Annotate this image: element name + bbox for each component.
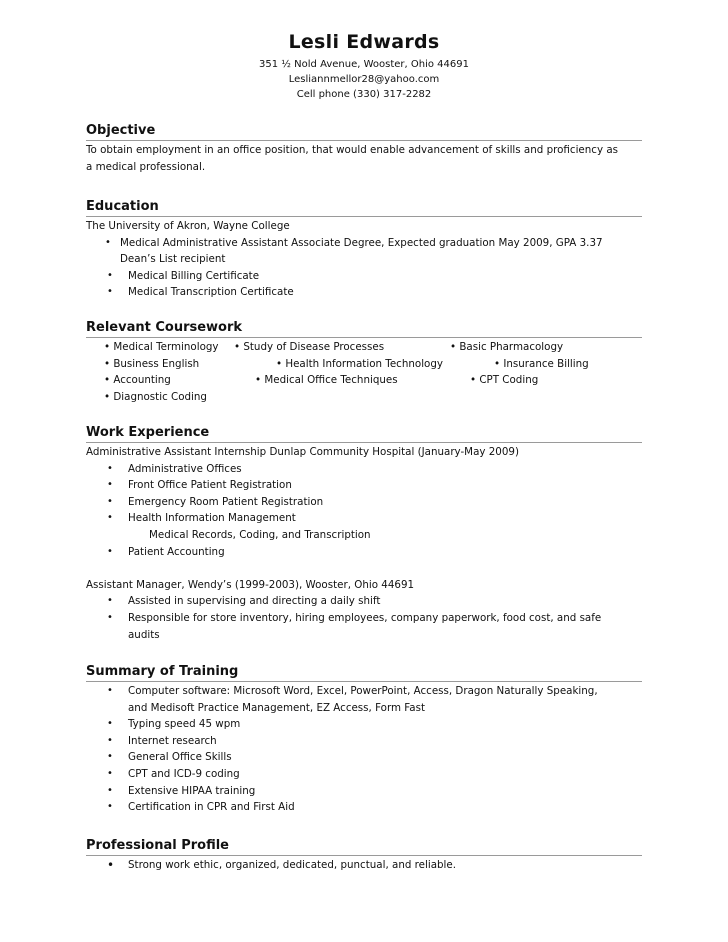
job-item: • Patient Accounting	[86, 544, 642, 561]
job-subitem: Medical Records, Coding, and Transcription	[149, 528, 371, 541]
coursework-item: • Medical Office Techniques	[255, 374, 398, 387]
resume-header	[0, 30, 728, 102]
bullet-icon: •	[107, 767, 113, 779]
education-item: • Medical Administrative Assistant Associate Degree, Expected graduation May 2009, GPA 3.37	[86, 235, 642, 252]
bullet-icon: •	[107, 611, 113, 623]
address-line: 351 ½ Nold Avenue, Wooster, Ohio 44691	[259, 59, 469, 70]
profile-title: Professional Profile	[86, 838, 642, 856]
coursework-section	[86, 320, 642, 405]
bullet-icon: •	[107, 751, 113, 763]
job-item: • Administrative Offices	[86, 461, 642, 478]
bullet-icon: •	[105, 236, 111, 248]
training-item-continued: and Medisoft Practice Management, EZ Access, Form Fast	[128, 701, 425, 714]
phone-line: Cell phone (330) 317-2282	[296, 89, 432, 100]
job-item: • Assisted in supervising and directing a daily shift	[86, 593, 642, 610]
bullet-icon: •	[107, 462, 113, 474]
bullet-icon: •	[107, 269, 113, 281]
training-item: • Computer software: Microsoft Word, Excel, PowerPoint, Access, Dragon Naturally Speaking,	[86, 683, 642, 700]
objective-title: Objective	[86, 123, 642, 141]
job-heading: Assistant Manager, Wendy’s (1999-2003), Wooster, Ohio 44691	[86, 578, 415, 591]
job-heading: Administrative Assistant Internship Dunlap Community Hospital (January-May 2009)	[86, 446, 519, 458]
objective-section	[86, 123, 642, 175]
education-section	[86, 199, 642, 301]
education-item: Dean’s List recipient	[120, 253, 226, 266]
training-title: Summary of Training	[86, 664, 642, 682]
bullet-icon: •	[107, 801, 113, 813]
job-item: • Health Information Management	[86, 510, 642, 527]
education-item: • Medical Transcription Certificate	[86, 284, 642, 301]
profile-item: • Strong work ethic, organized, dedicated, punctual, and reliable.	[107, 858, 457, 872]
coursework-row	[86, 389, 642, 406]
applicant-name: Lesli Edwards	[288, 31, 440, 53]
coursework-item: • Accounting	[104, 374, 171, 387]
spacer	[86, 560, 642, 577]
coursework-title: Relevant Coursework	[86, 320, 642, 338]
education-item: • Medical Billing Certificate	[86, 268, 642, 285]
bullet-icon: •	[107, 718, 113, 730]
bullet-icon: •	[107, 595, 113, 607]
training-item: • Certification in CPR and First Aid	[86, 799, 642, 816]
coursework-item: • Medical Terminology	[104, 341, 219, 353]
education-school: The University of Akron, Wayne College	[86, 220, 290, 232]
training-item: • Typing speed 45 wpm	[86, 716, 642, 733]
education-title: Education	[86, 199, 642, 217]
bullet-icon: •	[107, 479, 113, 491]
training-item: • CPT and ICD-9 coding	[86, 766, 642, 783]
job-item-continued: audits	[128, 628, 160, 641]
coursework-item: • Diagnostic Coding	[104, 390, 207, 403]
coursework-item: • Study of Disease Processes	[234, 341, 385, 353]
coursework-item: • Business English	[104, 357, 200, 370]
job-item: • Responsible for store inventory, hiring employees, company paperwork, food cost, and safe	[86, 610, 642, 627]
coursework-row	[86, 339, 642, 356]
objective-line-2: a medical professional.	[86, 160, 206, 173]
bullet-icon: •	[107, 545, 113, 557]
coursework-item: • CPT Coding	[470, 374, 539, 387]
bullet-icon: •	[107, 286, 113, 298]
coursework-item: • Health Information Technology	[276, 357, 443, 370]
bullet-icon: •	[107, 495, 113, 507]
objective-line-1: To obtain employment in an office position, that would enable advancement of skills and proficiency as	[86, 144, 618, 156]
coursework-item: • Insurance Billing	[494, 357, 589, 370]
training-item: • Internet research	[86, 733, 642, 750]
coursework-row	[86, 356, 642, 373]
bullet-icon: •	[107, 784, 113, 796]
work-section	[86, 425, 642, 643]
job-item: • Front Office Patient Registration	[86, 477, 642, 494]
coursework-row	[86, 372, 642, 389]
bullet-icon: •	[107, 734, 113, 746]
training-section	[86, 664, 642, 816]
bullet-icon: •	[107, 685, 113, 696]
job-item: • Emergency Room Patient Registration	[86, 494, 642, 511]
bullet-icon: •	[107, 512, 113, 524]
bullet-icon: •	[107, 858, 115, 872]
profile-section	[86, 838, 642, 874]
work-title: Work Experience	[86, 425, 642, 443]
training-item: • General Office Skills	[86, 749, 642, 766]
coursework-item: • Basic Pharmacology	[450, 341, 564, 353]
email-line: Lesliannmellor28@yahoo.com	[288, 74, 440, 85]
training-item: • Extensive HIPAA training	[86, 783, 642, 800]
